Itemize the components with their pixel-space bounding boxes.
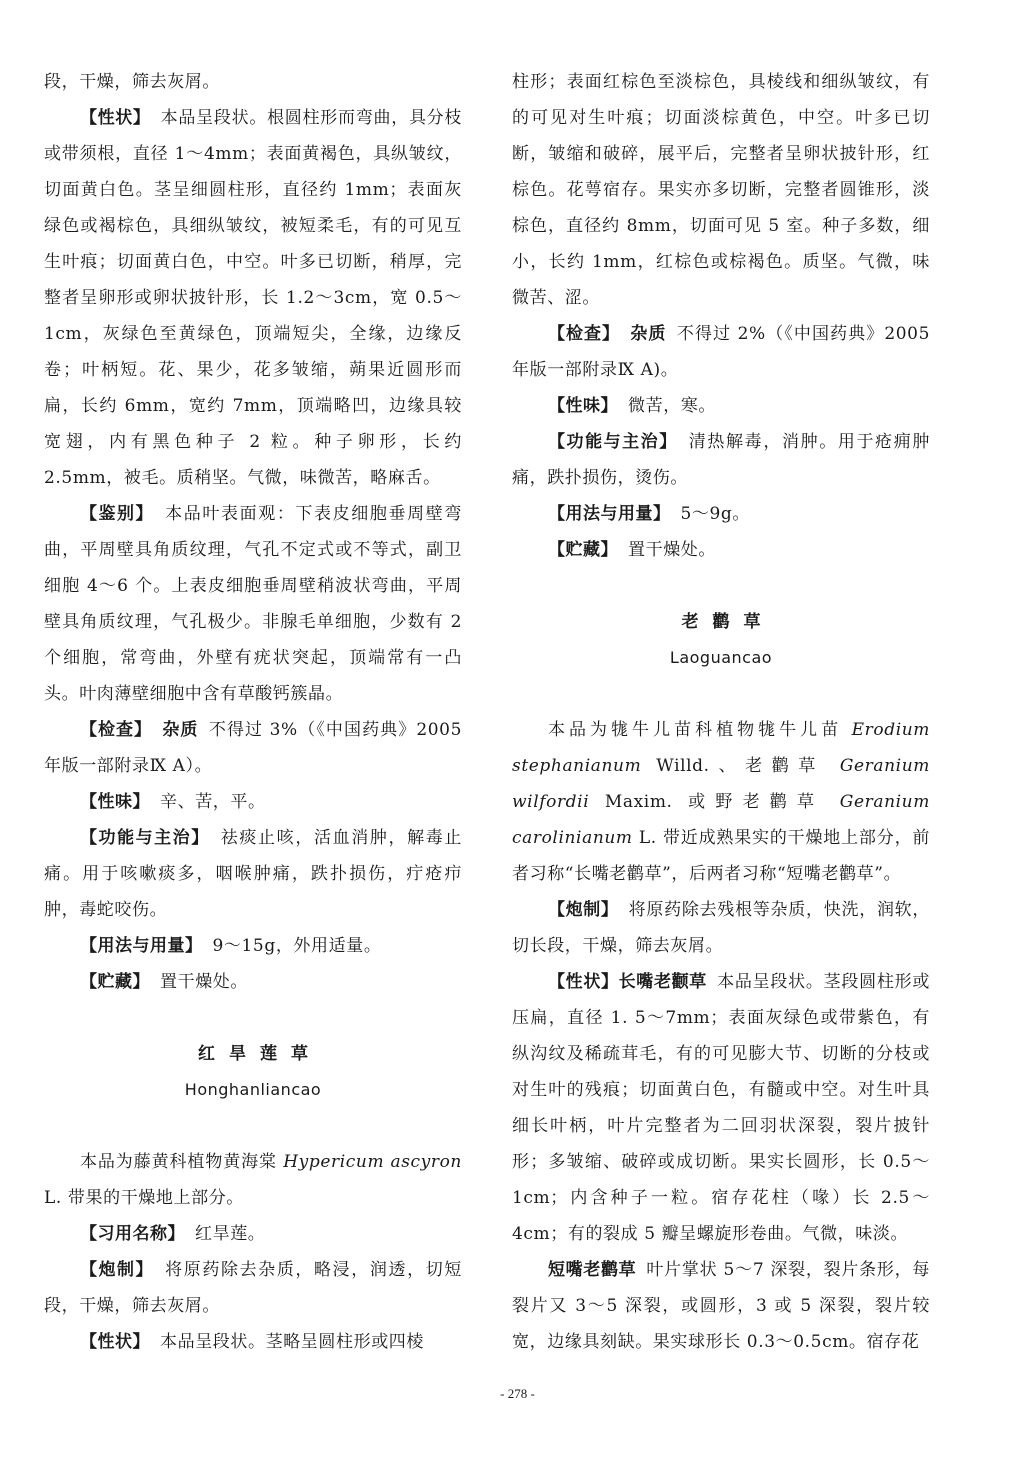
intro-text: 本品为藤黄科植物黄海棠 bbox=[80, 1152, 277, 1172]
section-heading: 短嘴老鹳草 bbox=[548, 1260, 637, 1280]
section-xingzhuang bbox=[44, 100, 462, 496]
latin-name: Hypericum ascyron bbox=[283, 1152, 462, 1172]
section-text: 本品叶表面观：下表皮细胞垂周壁弯曲，平周壁具角质纹理，气孔不定式或不等式，副卫细胞 4～6 个。上表皮细胞垂周壁稍波状弯曲，平周壁具角质纹理，气孔极少。非腺毛单细胞，少数有 2 个细胞，常弯曲，外壁有疣状突起，顶端常有一凸头。叶肉薄壁细胞中含有草酸钙簇晶。 bbox=[44, 504, 462, 704]
section-jiancha bbox=[512, 316, 930, 388]
entry-title: 老鹳草 bbox=[681, 612, 775, 632]
latin-name: Geranium wilfordii bbox=[512, 756, 930, 812]
right-column bbox=[512, 64, 930, 1360]
section-subheading: 杂质 bbox=[161, 720, 199, 740]
latin-name: Geranium carolinianum bbox=[512, 792, 930, 848]
section-gongneng bbox=[512, 424, 930, 496]
entry-intro bbox=[44, 1144, 462, 1216]
section-text: 辛、苦，平。 bbox=[160, 792, 266, 812]
section-text: 将原药除去残根等杂质，快洗，润软，切长段，干燥，筛去灰屑。 bbox=[512, 900, 931, 956]
section-text: 不得过 3%（《中国药典》2005 年版一部附录Ⅸ A）。 bbox=[44, 720, 463, 776]
section-zhucang bbox=[44, 964, 462, 1000]
section-text: 清热解毒，消肿。用于疮痈肿痛，跌扑损伤，烫伤。 bbox=[512, 432, 930, 488]
left-column bbox=[44, 64, 462, 1360]
section-duanzui bbox=[512, 1252, 930, 1360]
intro-text: Willd.、老鹳草 bbox=[656, 756, 825, 776]
section-subheading: 杂质 bbox=[629, 324, 667, 344]
section-heading: 【功能与主治】 bbox=[80, 828, 210, 848]
entry-pinyin: Honghanliancao bbox=[184, 1080, 322, 1099]
section-heading: 【功能与主治】 bbox=[548, 432, 678, 452]
section-heading: 【检查】 bbox=[548, 324, 620, 344]
section-paozhi bbox=[512, 892, 930, 964]
section-zhucang bbox=[512, 532, 930, 568]
section-xingzhuang bbox=[512, 964, 930, 1252]
section-xiyong bbox=[44, 1216, 462, 1252]
page-number: - 278 - bbox=[500, 1386, 535, 1401]
continued-paragraph bbox=[512, 64, 930, 316]
paragraph-text: 段，干燥，筛去灰屑。 bbox=[44, 72, 220, 92]
section-heading: 【炮制】 bbox=[80, 1260, 155, 1280]
section-text: 不得过 2%（《中国药典》2005 年版一部附录Ⅸ A)。 bbox=[512, 324, 931, 380]
paragraph-text: 柱形；表面红棕色至淡棕色，具棱线和细纵皱纹，有的可见对生叶痕；切面淡棕黄色，中空。叶多已切断，皱缩和破碎，展平后，完整者呈卵状披针形，红棕色。花萼宿存。果实亦多切断，完整者圆锥形，淡棕色，直径约 8mm，切面可见 5 室。种子多数，细小，长约 1mm，红棕色或棕褐色。质坚。气微，味微苦、涩。 bbox=[512, 72, 930, 308]
section-text: 置干燥处。 bbox=[160, 972, 248, 992]
section-text: 本品呈段状。根圆柱形而弯曲，具分枝或带须根，直径 1～4mm；表面黄褐色，具纵皱纹，切面黄白色。茎呈细圆柱形，直径约 1mm；表面灰绿色或褐棕色，具细纵皱纹，被短柔毛，有的可见互生叶痕；切面黄白色，中空。叶多已切断，稍厚，完整者呈卵形或卵状披针形，长 1.2～3cm，宽 0.5～1cm，灰绿色至黄绿色，顶端短尖，全缘，边缘反卷；叶柄短。花、果少，花多皱缩，蒴果近圆形而扁，长约 6mm，宽约 7mm，顶端略凹，边缘具较宽翅，内有黑色种子 2 粒。种子卵形，长约 2.5mm，被毛。质稍坚。气微，味微苦，略麻舌。 bbox=[44, 108, 463, 488]
intro-text: 本品为牻牛儿苗科植物牻牛儿苗 bbox=[548, 720, 843, 740]
section-text: 将原药除去杂质，略浸，润透，切短段，干燥，筛去灰屑。 bbox=[44, 1260, 462, 1316]
section-heading: 【贮藏】 bbox=[548, 540, 618, 560]
section-heading: 【炮制】 bbox=[548, 900, 619, 920]
section-jianbie bbox=[44, 496, 462, 712]
section-xingwei bbox=[512, 388, 930, 424]
section-heading: 【习用名称】 bbox=[80, 1224, 185, 1244]
entry-pinyin: Laoguancao bbox=[669, 648, 773, 667]
section-text: 红旱莲。 bbox=[195, 1224, 266, 1244]
section-heading: 【性状】 bbox=[80, 108, 151, 128]
continued-paragraph bbox=[44, 64, 462, 100]
section-text: 叶片掌状 5～7 深裂，裂片条形，每裂片又 3～5 深裂，或圆形，3 或 5 深裂，裂片较宽，边缘具刻缺。果实球形长 0.3～0.5cm。宿存花 bbox=[512, 1260, 931, 1352]
section-xingzhuang2 bbox=[44, 1324, 462, 1360]
entry-title: 红旱莲草 bbox=[198, 1044, 322, 1064]
section-text: 祛痰止咳，活血消肿，解毒止痛。用于咳嗽痰多，咽喉肿痛，跌扑损伤，疔疮疖肿，毒蛇咬伤。 bbox=[44, 828, 462, 920]
section-jiancha bbox=[44, 712, 462, 784]
section-heading: 【贮藏】 bbox=[80, 972, 150, 992]
section-heading: 【性味】 bbox=[80, 792, 150, 812]
latin-name: Erodium stephanianum bbox=[512, 720, 930, 776]
section-text: 本品呈段状。茎略呈圆柱形或四棱 bbox=[160, 1332, 424, 1352]
section-heading: 【用法与用量】 bbox=[80, 936, 203, 956]
section-paozhi bbox=[44, 1252, 462, 1324]
section-yongfa bbox=[44, 928, 462, 964]
section-text: 微苦，寒。 bbox=[628, 396, 716, 416]
section-heading: 【性状】 bbox=[80, 1332, 150, 1352]
section-yongfa bbox=[512, 496, 930, 532]
section-heading: 【鉴别】 bbox=[80, 504, 155, 524]
section-gongneng bbox=[44, 820, 462, 928]
section-text: 置干燥处。 bbox=[628, 540, 716, 560]
section-text: 5～9g。 bbox=[680, 504, 751, 524]
entry-intro bbox=[512, 712, 930, 892]
section-heading: 【性味】 bbox=[548, 396, 618, 416]
section-heading: 【性状】长嘴老颧草 bbox=[548, 972, 707, 992]
intro-text: L. 带近成熟果实的干燥地上部分，前者习称“长嘴老鹳草”，后两者习称“短嘴老鹳草”。 bbox=[512, 828, 930, 884]
intro-text: Maxim. 或野老鹳草 bbox=[604, 792, 825, 812]
intro-text: L. 带果的干燥地上部分。 bbox=[44, 1188, 244, 1208]
section-heading: 【用法与用量】 bbox=[548, 504, 671, 524]
section-text: 9～15g，外用适量。 bbox=[212, 936, 382, 956]
section-heading: 【检查】 bbox=[80, 720, 152, 740]
section-text: 本品呈段状。茎段圆柱形或压扁，直径 1. 5～7mm；表面灰绿色或带紫色，有纵沟纹及稀疏茸毛，有的可见膨大节、切断的分枝或对生叶的残痕；切面黄白色，有髓或中空。对生叶具细长叶柄，叶片完整者为二回羽状深裂，裂片披针形；多皱缩、破碎或成切断。果实长圆形，长 0.5～1cm；内含种子一粒。宿存花柱（喙）长 2.5～4cm；有的裂成 5 瓣呈螺旋形卷曲。气微，味淡。 bbox=[512, 972, 931, 1244]
section-xingwei bbox=[44, 784, 462, 820]
